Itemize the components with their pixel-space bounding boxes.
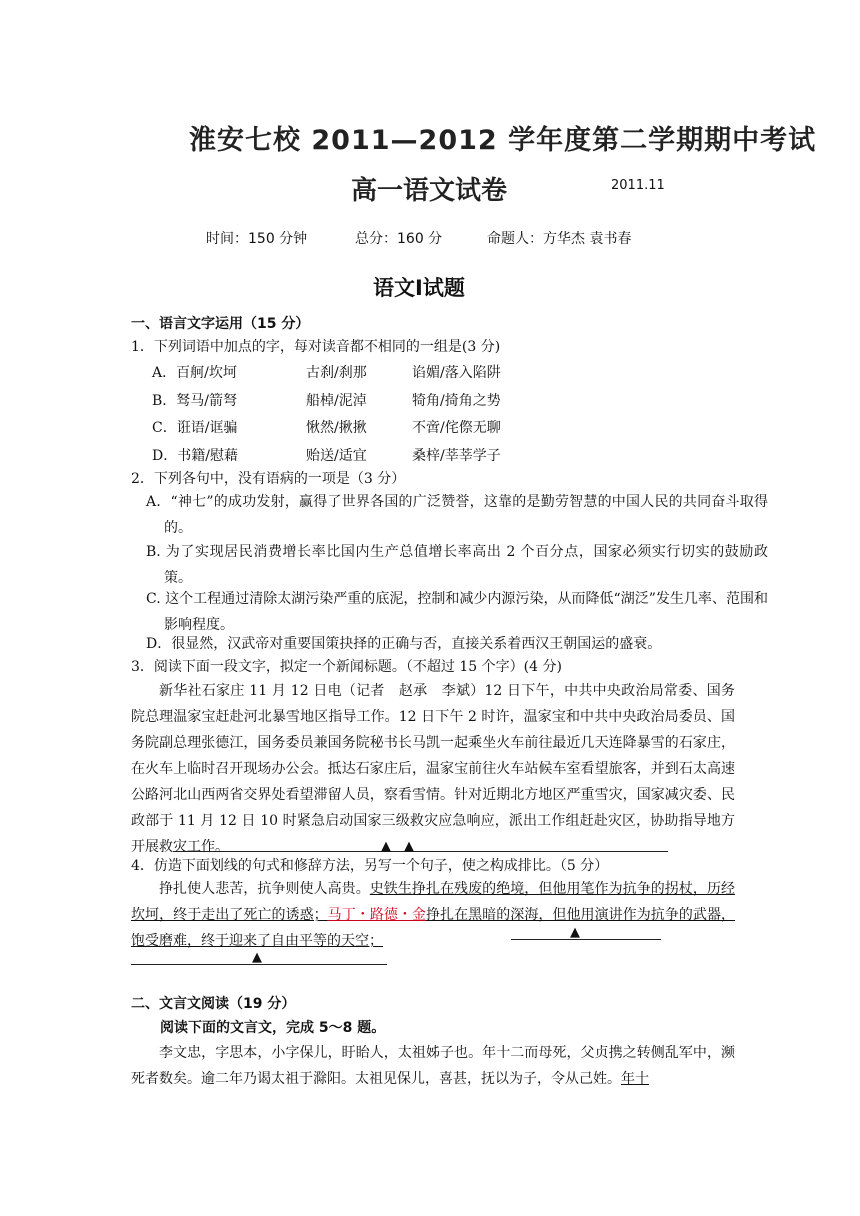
- q1-option-b-2: 船棹/泥淖: [306, 393, 367, 409]
- exam-subtitle: 高一语文试卷: [351, 176, 508, 206]
- section-title: 语文Ⅰ试题: [373, 276, 465, 300]
- q4-answer-marker-1: ▲: [570, 925, 580, 940]
- q4-underlined-2: 挣扎在黑暗的深海，但他用演讲作为抗争的武器，饱受磨难，终于迎来了自由平等的天空；: [131, 907, 736, 949]
- q2-option-a: A．“神七”的成功发射，赢得了世界各国的广泛赞誉，这靠的是勤劳智慧的中国人民的共同奋斗取得的。: [146, 494, 768, 536]
- q4-passage: [131, 876, 735, 954]
- q1-option-a-2: 古刹/刹那: [306, 365, 367, 381]
- q1-option-c-3: 不啻/侘傺无聊: [412, 420, 501, 436]
- q1-option-b-1: B．驽马/箭弩: [152, 393, 238, 409]
- q1-option-b-3: 犄角/掎角之势: [412, 393, 501, 409]
- exam-time: 时间：150 分钟: [206, 231, 308, 247]
- exam-authors: 命题人：方华杰 袁书春: [487, 231, 632, 247]
- q4-answer-marker-2: ▲: [252, 950, 262, 965]
- exam-date: 2011.11: [611, 178, 665, 193]
- q3-answer-marker: ▲ ▲: [381, 839, 414, 854]
- q2-option-d: D．很显然，汉武帝对重要国策抉择的正确与否，直接关系着西汉王朝国运的盛衰。: [146, 636, 662, 652]
- q1-stem: 1．下列词语中加点的字，每对读音都不相同的一组是(3 分): [131, 339, 501, 355]
- q4-lead: 挣扎使人悲苦，抗争则使人高贵。: [159, 881, 370, 897]
- q1-option-d-1: D．书籍/慰藉: [152, 448, 238, 464]
- exam-total: 总分：160 分: [355, 231, 443, 247]
- q3-passage: 新华社石家庄 11 月 12 日电（记者 赵承 李斌）12 日下午，中共中央政治局常委、国务院总理温家宝赶赴河北暴雪地区指导工作。12 日下午 2 时许，温家宝和中共中央政治局委员、国务院副总理张德江，国务委员兼国务院秘书长马凯一起乘坐火车前往最近几天连降暴雪的石家庄，在火车上临时召开现场办公会。抵达石家庄后，温家宝前往火车站候车室看望旅客，并到石太高速公路河北山西两省交界处看望滞留人员，察看雪情。针对近期北方地区严重雪灾，国家减灾委、民政部于 11 月 12 日 10 时紧急启动国家三级救灾应急响应，派出工作组赶赴灾区，协助指导地方开展救灾工作。: [131, 683, 735, 855]
- exam-title: 淮安七校 2011—2012 学年度第二学期期中考试: [189, 125, 817, 156]
- q1-option-a-1: A．百舸/坎坷: [152, 365, 237, 381]
- part2-instruction: 阅读下面的文言文，完成 5～8 题。: [160, 1020, 386, 1036]
- q1-option-a-3: 谄媚/落入陷阱: [412, 365, 501, 381]
- q4-red-name: 马丁・路德・金: [327, 907, 427, 923]
- q1-option-d-2: 贻送/适宜: [306, 448, 367, 464]
- part2-heading: 二、文言文阅读（19 分）: [131, 996, 296, 1012]
- part2-passage: [131, 1040, 735, 1092]
- q2-option-c: C. 这个工程通过清除太湖污染严重的底泥，控制和减少内源污染，从而降低“湖泛”发生几率、范围和影响程度。: [146, 591, 768, 633]
- part2-passage-text: 李文忠，字思本，小字保儿，盱眙人，太祖姊子也。年十二而母死，父贞携之转侧乱军中，濒死者数矣。逾二年乃谒太祖于滁阳。太祖见保儿，喜甚，抚以为子，令从己姓。: [131, 1045, 735, 1087]
- q1-option-d-3: 桑梓/莘莘学子: [412, 448, 501, 464]
- q3-answer-line: [173, 851, 668, 852]
- part1-heading: 一、语言文字运用（15 分）: [131, 316, 310, 332]
- q2-option-b: B. 为了实现居民消费增长率比国内生产总值增长率高出 2 个百分点，国家必须实行切实的鼓励政策。: [146, 544, 768, 586]
- q4-answer-line-1: [511, 939, 661, 940]
- q1-option-c-1: C．诳语/诓骗: [152, 420, 238, 436]
- q1-option-c-2: 愀然/揪揪: [306, 420, 367, 436]
- q4-stem: 4．仿造下面划线的句式和修辞方法，另写一个句子，使之构成排比。（5 分）: [131, 858, 609, 874]
- q4-underlined-1: 史铁生挣扎在残废的绝境，但他用笔作为抗争的拐杖，历经坎坷，终于走出了死亡的诱惑；: [131, 881, 735, 923]
- part2-passage-underlined: 年十: [621, 1071, 649, 1087]
- q2-stem: 2．下列各句中，没有语病的一项是（3 分）: [131, 471, 406, 487]
- q3-stem: 3．阅读下面一段文字，拟定一个新闻标题。（不超过 15 个字）(4 分): [131, 659, 562, 675]
